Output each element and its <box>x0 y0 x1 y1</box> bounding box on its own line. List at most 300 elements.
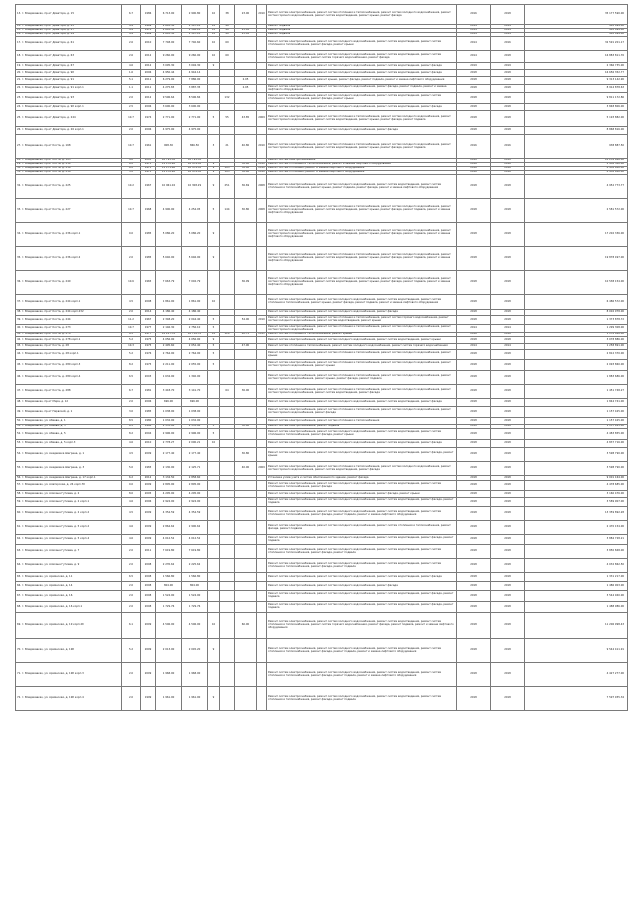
plan-start-year-cell: 2018 <box>457 77 491 85</box>
work-description-cell: Ремонт систем электроснабжения, ремонт систем холодного водоснабжения, ремонт систем водоотведения, ремонт систем отопления и теплоснабжения, ремонт систем горячего водоснабжения, ремонт фасада <box>267 51 457 63</box>
address-cell: 33. г. Владикавказ, пр-кт Коста, д. 227 <box>16 199 122 223</box>
floors-cell <box>208 521 220 535</box>
wear-cell: 8.0 <box>122 491 141 498</box>
residents-cell <box>220 407 235 418</box>
last-repair-cell <box>235 687 257 711</box>
year-built-cell: 1975 <box>141 337 156 344</box>
address-cell: 32. г. Владикавказ, пр-кт Коста, д. 225 <box>16 175 122 199</box>
last-repair-cell <box>235 498 257 507</box>
wear-cell: 6.5 <box>122 573 141 582</box>
plan-end-year-cell: 2018 <box>491 663 525 687</box>
residents-cell: 251 <box>220 175 235 199</box>
last-repair-cell: 23.00 <box>235 5 257 25</box>
cost-cell: 1 178 826.00 <box>525 333 628 337</box>
total-area-cell: 2 495.60 <box>156 344 182 350</box>
year-built-cell: 1985 <box>141 223 156 247</box>
plan-start-year-cell: 2018 <box>457 399 491 407</box>
year-built-cell: 2006 <box>141 399 156 407</box>
total-area-cell: 2 764.00 <box>156 350 182 360</box>
plan-start-year-cell: 2016 <box>457 5 491 25</box>
year-built-cell: 1981 <box>141 385 156 399</box>
total-area-cell: 2 348.20 <box>156 316 182 325</box>
plan-end-year-cell: 2018 <box>491 425 525 429</box>
address-cell: 13. г. Владикавказ, пр-кт Доватора, д. 15 <box>16 5 122 25</box>
plan-start-year-cell: 2018 <box>457 199 491 223</box>
floors-cell <box>208 535 220 545</box>
plan-end-year-cell: 2018 <box>491 371 525 385</box>
total-area-cell: 10 795.30 <box>156 159 182 163</box>
wear-cell: 5.2 <box>122 171 141 175</box>
living-area-cell: 696.00 <box>182 399 208 407</box>
work-description-cell: Ремонт систем электроснабжения, ремонт систем холодного водоснабжения, ремонт систем водоотведения, ремонт фасада, ремонт подвала <box>267 591 457 602</box>
last-repair-cell <box>235 582 257 591</box>
table-row <box>16 687 628 711</box>
plan-start-year-cell: 2016 <box>457 163 491 167</box>
address-cell: 59. г. Владикавказ, ул. Алихана Гутиева, д. 2 корп.1 <box>16 498 122 507</box>
work-description-cell: Ремонт систем электроснабжения, ремонт систем отопления и теплоснабжения, ремонт систем холодного водоснабжения, ремонт крыши <box>267 350 457 360</box>
total-area-cell: 5 640.00 <box>156 247 182 271</box>
total-area-cell: 2 805.00 <box>156 481 182 491</box>
plan-start-year-cell: 2018 <box>457 559 491 573</box>
plan-end-year-cell: 2018 <box>491 476 525 481</box>
wear-cell: 4.6 <box>122 63 141 70</box>
wear-cell: 4.4 <box>122 29 141 33</box>
plan-end-year-cell: 2018 <box>491 582 525 591</box>
year-built-cell: 1986 <box>141 5 156 25</box>
year-built-cell: 2009 <box>141 481 156 491</box>
residents-cell <box>220 295 235 310</box>
plan-start-year-cell: 2016 <box>457 135 491 159</box>
year-built-cell: 2012 <box>141 63 156 70</box>
plan-start-year-cell: 2018 <box>457 535 491 545</box>
residents-cell <box>220 663 235 687</box>
repair-year-cell <box>257 93 267 104</box>
work-description-cell: Ремонт подвала <box>267 29 457 33</box>
living-area-cell: 2 756.10 <box>182 325 208 333</box>
year-built-cell: 2008 <box>141 295 156 310</box>
living-area-cell: 3 094.30 <box>182 63 208 70</box>
residents-cell <box>220 521 235 535</box>
wear-cell: 2.0 <box>122 559 141 573</box>
table-row <box>16 337 628 344</box>
residents-cell: 64 <box>220 385 235 399</box>
address-cell: 24. г. Владикавказ, пр-кт Доватора, д. 9б корп.1 <box>16 104 122 111</box>
repair-year-cell <box>257 481 267 491</box>
living-area-cell: 804.00 <box>182 582 208 591</box>
living-area-cell: 10 738.70 <box>182 333 208 337</box>
total-area-cell: 4 275.83 <box>156 85 182 93</box>
living-area-cell: 10 791.30 <box>182 159 208 163</box>
living-area-cell: 10 308.29 <box>182 175 208 199</box>
work-description-cell: Ремонт систем электроснабжения, ремонт систем холодного водоснабжения, ремонт фасада <box>267 310 457 316</box>
repair-year-cell <box>257 573 267 582</box>
work-description-cell: Ремонт систем электроснабжения, ремонт систем холодного водоснабжения, ремонт систем водоотведения, ремонт фасада, ремонт крыши <box>267 448 457 462</box>
residents-cell: 144 <box>220 199 235 223</box>
floors-cell <box>208 559 220 573</box>
floors-cell <box>208 582 220 591</box>
wear-cell: 10.6 <box>122 271 141 295</box>
last-repair-cell <box>235 325 257 333</box>
floors-cell <box>208 498 220 507</box>
address-cell: 27. г. Владикавказ, пр-кт Коста, д. 168 <box>16 135 122 159</box>
total-area-cell: 7 663.79 <box>156 271 182 295</box>
floors-cell <box>208 127 220 135</box>
table-row <box>16 77 628 85</box>
year-built-cell: 2009 <box>141 639 156 663</box>
table-row <box>16 399 628 407</box>
repair-year-cell <box>257 350 267 360</box>
floors-cell: 10 <box>208 51 220 63</box>
floors-cell <box>208 104 220 111</box>
work-description-cell: Ремонт систем электроснабжения, ремонт систем холодного водоснабжения, ремонт систем водоотведения, ремонт систем отопления и теплоснабжения, ремонт фасада, ремонт подвала <box>267 545 457 559</box>
table-row <box>16 127 628 135</box>
total-area-cell: 3 095.30 <box>156 63 182 70</box>
wear-cell: 2.5 <box>122 104 141 111</box>
floors-cell: 10 <box>208 440 220 448</box>
work-description-cell: Ремонт систем электроснабжения, ремонт систем холодного водоснабжения, ремонт систем водоотведения, ремонт систем отопления и теплоснабжения, ремонт фасада, ремонт подвала, ремонт и замена лифтового оборудования <box>267 507 457 521</box>
work-description-cell: Ремонт систем электроснабжения, ремонт систем холодного водоснабжения, ремонт систем водоотведения, ремонт систем отопления и теплоснабжения, ремонт систем горячего водоснабжения, ремонт фасада, ремонт подвала, ремонт и замена лифтового оборудования <box>267 613 457 639</box>
address-cell: 70. г. Владикавказ, ул. Армянская, д. 19б <box>16 639 122 663</box>
last-repair-cell <box>235 418 257 425</box>
cost-cell: 2 366 735.00 <box>525 63 628 70</box>
living-area-cell: 4 205.00 <box>182 491 208 498</box>
cost-cell: 5 193 882.00 <box>525 111 628 127</box>
living-area-cell: 1 968.00 <box>182 663 208 687</box>
repair-year-cell <box>257 498 267 507</box>
repair-year-cell <box>257 521 267 535</box>
year-built-cell: 2009 <box>141 613 156 639</box>
year-built-cell: 1975 <box>141 344 156 350</box>
plan-start-year-cell: 2018 <box>457 440 491 448</box>
living-area-cell: 2 225.62 <box>182 559 208 573</box>
last-repair-cell: 38.90 <box>235 171 257 175</box>
table-row <box>16 407 628 418</box>
year-built-cell: 2005 <box>141 159 156 163</box>
living-area-cell: 5 086.20 <box>182 223 208 247</box>
plan-end-year-cell: 2018 <box>491 295 525 310</box>
living-area-cell: 9 260.00 <box>182 51 208 63</box>
address-cell: 34. г. Владикавказ, пр-кт Коста, д. 236 корп.1 <box>16 223 122 247</box>
plan-end-year-cell: 2018 <box>491 127 525 135</box>
cost-cell: 410 894.00 <box>525 25 628 29</box>
total-area-cell: 2 146.30 <box>156 325 182 333</box>
address-cell: 46. г. Владикавказ, пр-кт Коста, д. 280 корп.4 <box>16 371 122 385</box>
table-row <box>16 271 628 295</box>
total-area-cell: 2 996.00 <box>156 429 182 440</box>
plan-end-year-cell: 2016 <box>491 333 525 337</box>
cost-cell: 4 952 773.77 <box>525 175 628 199</box>
repair-year-cell <box>257 440 267 448</box>
floors-cell <box>208 93 220 104</box>
total-area-cell: 4 056.00 <box>156 337 182 344</box>
plan-start-year-cell: 2018 <box>457 337 491 344</box>
living-area-cell: 4 506.00 <box>182 613 208 639</box>
plan-end-year-cell: 2018 <box>491 491 525 498</box>
wear-cell: 10.7 <box>122 325 141 333</box>
plan-end-year-cell: 2014 <box>491 25 525 29</box>
table-row <box>16 70 628 77</box>
cost-cell: 10 234 968.00 <box>525 159 628 163</box>
address-cell: 18. г. Владикавказ, пр-кт Доватора, д. 63 <box>16 51 122 63</box>
table-row <box>16 545 628 559</box>
table-row <box>16 223 628 247</box>
year-built-cell: 2011 <box>141 545 156 559</box>
address-cell: 50. г. Владикавказ, ул. Абаева, д. 1 <box>16 418 122 425</box>
living-area-cell: 10 474.30 <box>182 163 208 167</box>
total-area-cell: 1 968.00 <box>156 663 182 687</box>
total-area-cell: 4 506.00 <box>156 613 182 639</box>
cost-cell: 11 206 998.43 <box>525 613 628 639</box>
year-built-cell: 1983 <box>141 462 156 476</box>
floors-cell <box>208 573 220 582</box>
last-repair-cell <box>235 350 257 360</box>
plan-end-year-cell: 2016 <box>491 135 525 159</box>
residents-cell <box>220 316 235 325</box>
plan-start-year-cell: 2014 <box>457 37 491 51</box>
living-area-cell: 4 056.00 <box>182 337 208 344</box>
table-row <box>16 507 628 521</box>
wear-cell: 6.5 <box>122 371 141 385</box>
address-cell: 30. г. Владикавказ, пр-кт Коста, д. 216 <box>16 167 122 171</box>
address-cell: 41. г. Владикавказ, пр-кт Коста, д. 278 <box>16 333 122 337</box>
total-area-cell: 11 170.90 <box>156 171 182 175</box>
cost-cell: 7 597 935.34 <box>525 687 628 711</box>
living-area-cell: 1 861.00 <box>182 295 208 310</box>
total-area-cell: 2 605.50 <box>156 25 182 29</box>
address-cell: 64. г. Владикавказ, ул. Алихана Гутиева, д. 9 <box>16 559 122 573</box>
table-row <box>16 385 628 399</box>
work-description-cell: Ремонт систем электроснабжения, ремонт систем отопления и теплоснабжения, ремонт систем холодного водоснабжения, ремонт систем горячего водоснабжения, ремонт систем водоотведения, ремонт крыши, ремонт фасада <box>267 5 457 25</box>
last-repair-cell: 36.00 <box>235 385 257 399</box>
repair-year-cell <box>257 223 267 247</box>
plan-end-year-cell: 2018 <box>491 418 525 425</box>
plan-start-year-cell: 2018 <box>457 481 491 491</box>
wear-cell: 0.0 <box>122 223 141 247</box>
living-area-cell: 10 474.30 <box>182 171 208 175</box>
cost-cell: 1 883 686.00 <box>525 371 628 385</box>
floors-cell: 10 <box>208 613 220 639</box>
plan-end-year-cell: 2014 <box>491 33 525 37</box>
address-cell: 39. г. Владикавказ, пр-кт Коста, д. 244 <box>16 316 122 325</box>
repair-year-cell <box>257 399 267 407</box>
floors-cell <box>208 448 220 462</box>
address-cell: 67. г. Владикавказ, ул. Армянская, д. 16 <box>16 591 122 602</box>
repair-year-cell: 2009 <box>257 462 267 476</box>
residents-cell <box>220 70 235 77</box>
wear-cell: 6.7 <box>122 385 141 399</box>
plan-start-year-cell: 2019 <box>457 63 491 70</box>
living-area-cell: 2 055.00 <box>182 360 208 371</box>
table-row <box>16 448 628 462</box>
living-area-cell: 2 044.40 <box>182 316 208 325</box>
plan-start-year-cell: 2018 <box>457 70 491 77</box>
year-built-cell: 2008 <box>141 582 156 591</box>
last-repair-cell: 36.99 <box>235 271 257 295</box>
address-cell: 26. г. Владикавказ, пр-кт Доватора, д. 26 корп.1 <box>16 127 122 135</box>
residents-cell <box>220 418 235 425</box>
cost-cell: 2 812 370.00 <box>525 350 628 360</box>
repair-year-cell <box>257 418 267 425</box>
repair-year-cell <box>257 407 267 418</box>
address-cell: 57. г. Владикавказ, ул. Алагирская, д. 24 корп.7б <box>16 481 122 491</box>
plan-start-year-cell: 2018 <box>457 425 491 429</box>
cost-cell: 410 894.00 <box>525 29 628 33</box>
last-repair-cell <box>235 429 257 440</box>
last-repair-cell: 30.80 <box>235 448 257 462</box>
wear-cell: 4.4 <box>122 33 141 37</box>
floors-cell <box>208 418 220 425</box>
living-area-cell: 1 038.00 <box>182 407 208 418</box>
cost-cell: 35 177 590.00 <box>525 5 628 25</box>
plan-start-year-cell: 2018 <box>457 429 491 440</box>
plan-start-year-cell: 2018 <box>457 462 491 476</box>
residents-cell: 38 <box>220 5 235 25</box>
plan-start-year-cell: 2018 <box>457 491 491 498</box>
cost-cell: 3 884 728.21 <box>525 535 628 545</box>
year-built-cell: 2010 <box>141 440 156 448</box>
floors-cell <box>208 77 220 85</box>
plan-end-year-cell: 2018 <box>491 85 525 93</box>
plan-start-year-cell: 2018 <box>457 687 491 711</box>
cost-cell: 3 544 940.00 <box>525 591 628 602</box>
total-area-cell: 2 924.00 <box>156 498 182 507</box>
wear-cell: 2.0 <box>122 687 141 711</box>
table-row <box>16 613 628 639</box>
wear-cell: 1.1 <box>122 85 141 93</box>
cost-cell: 17 202 336.00 <box>525 223 628 247</box>
wear-cell: 2.0 <box>122 545 141 559</box>
last-repair-cell <box>235 399 257 407</box>
wear-cell: 2.0 <box>122 663 141 687</box>
living-area-cell: 2 771.00 <box>182 111 208 127</box>
floors-cell: 12 <box>208 33 220 37</box>
cost-cell: 1 157 425.00 <box>525 425 628 429</box>
work-description-cell: Ремонт систем электроснабжения, ремонт систем отопления и теплоснабжения, ремонт систем холодного водоснабжения, ремонт систем горячего водоснабжения, ремонт систем водоотведения, ремонт крыши, ремонт фасада, ремонт подвала <box>267 111 457 127</box>
total-area-cell: 12 217.70 <box>156 333 182 337</box>
floors-cell: 9 <box>208 171 220 175</box>
wear-cell: 11.2 <box>122 316 141 325</box>
total-area-cell: 2 778.27 <box>156 440 182 448</box>
repair-year-cell: 2010 <box>257 316 267 325</box>
year-built-cell: 2005 <box>141 491 156 498</box>
plan-end-year-cell: 2018 <box>491 462 525 476</box>
plan-end-year-cell: 2016 <box>491 163 525 167</box>
repair-year-cell <box>257 582 267 591</box>
address-cell: 54. г. Владикавказ, ул. Академика Шегрена, д. 1 <box>16 448 122 462</box>
plan-start-year-cell: 2014 <box>457 344 491 350</box>
wear-cell: 10.7 <box>122 111 141 127</box>
plan-start-year-cell: 2018 <box>457 223 491 247</box>
cost-cell: 1 488 986.00 <box>525 602 628 613</box>
cost-cell: 4 837 716.00 <box>525 440 628 448</box>
last-repair-cell <box>235 440 257 448</box>
plan-end-year-cell: 2018 <box>491 440 525 448</box>
work-description-cell: Ремонт систем электроснабжения, ремонт систем холодного водоснабжения, ремонт систем водоотведения, ремонт крыши <box>267 337 457 344</box>
address-cell: 22. г. Владикавказ, пр-кт Доватора, д. 91 корп.1 <box>16 85 122 93</box>
floors-cell: 5 <box>208 111 220 127</box>
work-description-cell: Ремонт систем электроснабжения, ремонт систем отопления и теплоснабжения <box>267 418 457 425</box>
address-cell: 40. г. Владикавказ, пр-кт Коста, д. 273 <box>16 325 122 333</box>
wear-cell: 8.2 <box>122 429 141 440</box>
work-description-cell: Ремонт систем электроснабжения, ремонт систем холодного водоснабжения, ремонт систем водоотведения, ремонт систем отопления и теплоснабжения, ремонт фасада, ремонт подвала, ремонт и замена лифтового оборудования <box>267 663 457 687</box>
cost-cell: 410 894.00 <box>525 33 628 37</box>
residents-cell <box>220 77 235 85</box>
year-built-cell: 2009 <box>141 521 156 535</box>
wear-cell: 2.0 <box>122 247 141 271</box>
floors-cell: 12 <box>208 333 220 337</box>
wear-cell: 6.7 <box>122 5 141 25</box>
floors-cell <box>208 385 220 399</box>
residents-cell <box>220 371 235 385</box>
plan-end-year-cell: 2018 <box>491 498 525 507</box>
cost-cell: 16 883 811.76 <box>525 51 628 63</box>
work-description-cell: Ремонт систем отопления и теплоснабжения, ремонт систем холодного водоснабжения, ремонт систем горячего водоснабжения <box>267 344 457 350</box>
wear-cell: 2.6 <box>122 51 141 63</box>
repair-year-cell <box>257 360 267 371</box>
table-row <box>16 639 628 663</box>
floors-cell <box>208 371 220 385</box>
work-description-cell: Ремонт систем электроснабжения, ремонт систем холодного водоснабжения, ремонт систем водоотведения, ремонт фасада <box>267 63 457 70</box>
floors-cell <box>208 545 220 559</box>
address-cell: 35. г. Владикавказ, пр-кт Коста, д. 236 корп.2 <box>16 247 122 271</box>
year-built-cell: 1980 <box>141 418 156 425</box>
living-area-cell: 2 764.00 <box>182 350 208 360</box>
repair-year-cell <box>257 247 267 271</box>
cost-cell: 13 359 892.28 <box>525 507 628 521</box>
last-repair-cell <box>235 407 257 418</box>
repair-year-cell <box>257 70 267 77</box>
last-repair-cell <box>235 535 257 545</box>
plan-end-year-cell: 2018 <box>491 70 525 77</box>
repair-year-cell <box>257 63 267 70</box>
total-area-cell: 696.00 <box>156 399 182 407</box>
address-cell: 25. г. Владикавказ, пр-кт Доватора, д. 244 <box>16 111 122 127</box>
plan-start-year-cell: 2018 <box>457 385 491 399</box>
living-area-cell: 2 900.62 <box>182 521 208 535</box>
cost-cell: 3 850 848.00 <box>525 545 628 559</box>
address-cell: 29. г. Владикавказ, пр-кт Коста, д. 214 <box>16 163 122 167</box>
floors-cell: 9 <box>208 63 220 70</box>
living-area-cell: 1 524.00 <box>182 591 208 602</box>
address-cell: 63. г. Владикавказ, ул. Алихана Гутиева, д. 7 <box>16 545 122 559</box>
wear-cell: 4.6 <box>122 521 141 535</box>
plan-end-year-cell: 2018 <box>491 271 525 295</box>
cost-cell: 2 470 154.00 <box>525 521 628 535</box>
repair-year-cell <box>257 77 267 85</box>
work-description-cell: Ремонт систем электроснабжения, ремонт систем отопления и теплоснабжения, ремонт систем холодного водоснабжения, ремонт систем горячего водоснабжения, ремонт крыши, ремонт фасада, ремонт подвала <box>267 371 457 385</box>
work-description-cell: Ремонт систем электроснабжения, ремонт систем холодного водоснабжения, ремонт систем водоотведения, ремонт фасада, ремонт подвала <box>267 535 457 545</box>
living-area-cell: 7 886.00 <box>182 77 208 85</box>
floors-cell: 5 <box>208 429 220 440</box>
living-area-cell: 2 045.20 <box>182 639 208 663</box>
total-area-cell: 4 950.44 <box>156 70 182 77</box>
last-repair-cell <box>235 573 257 582</box>
plan-end-year-cell: 2014 <box>491 344 525 350</box>
living-area-cell: 4 944.14 <box>182 70 208 77</box>
total-area-cell: 3 134.50 <box>156 476 182 481</box>
plan-end-year-cell: 2018 <box>491 687 525 711</box>
living-area-cell: 1 961.00 <box>182 687 208 711</box>
plan-end-year-cell: 2018 <box>491 159 525 163</box>
cost-cell: 9 001 164.00 <box>525 476 628 481</box>
wear-cell: 0.0 <box>122 481 141 491</box>
address-cell: 51. г. Владикавказ, ул. Абаева, д. 3 <box>16 425 122 429</box>
plan-start-year-cell: 2018 <box>457 591 491 602</box>
last-repair-cell: 60.00 <box>235 613 257 639</box>
table-row <box>16 325 628 333</box>
table-row <box>16 418 628 425</box>
wear-cell: 4.6 <box>122 498 141 507</box>
